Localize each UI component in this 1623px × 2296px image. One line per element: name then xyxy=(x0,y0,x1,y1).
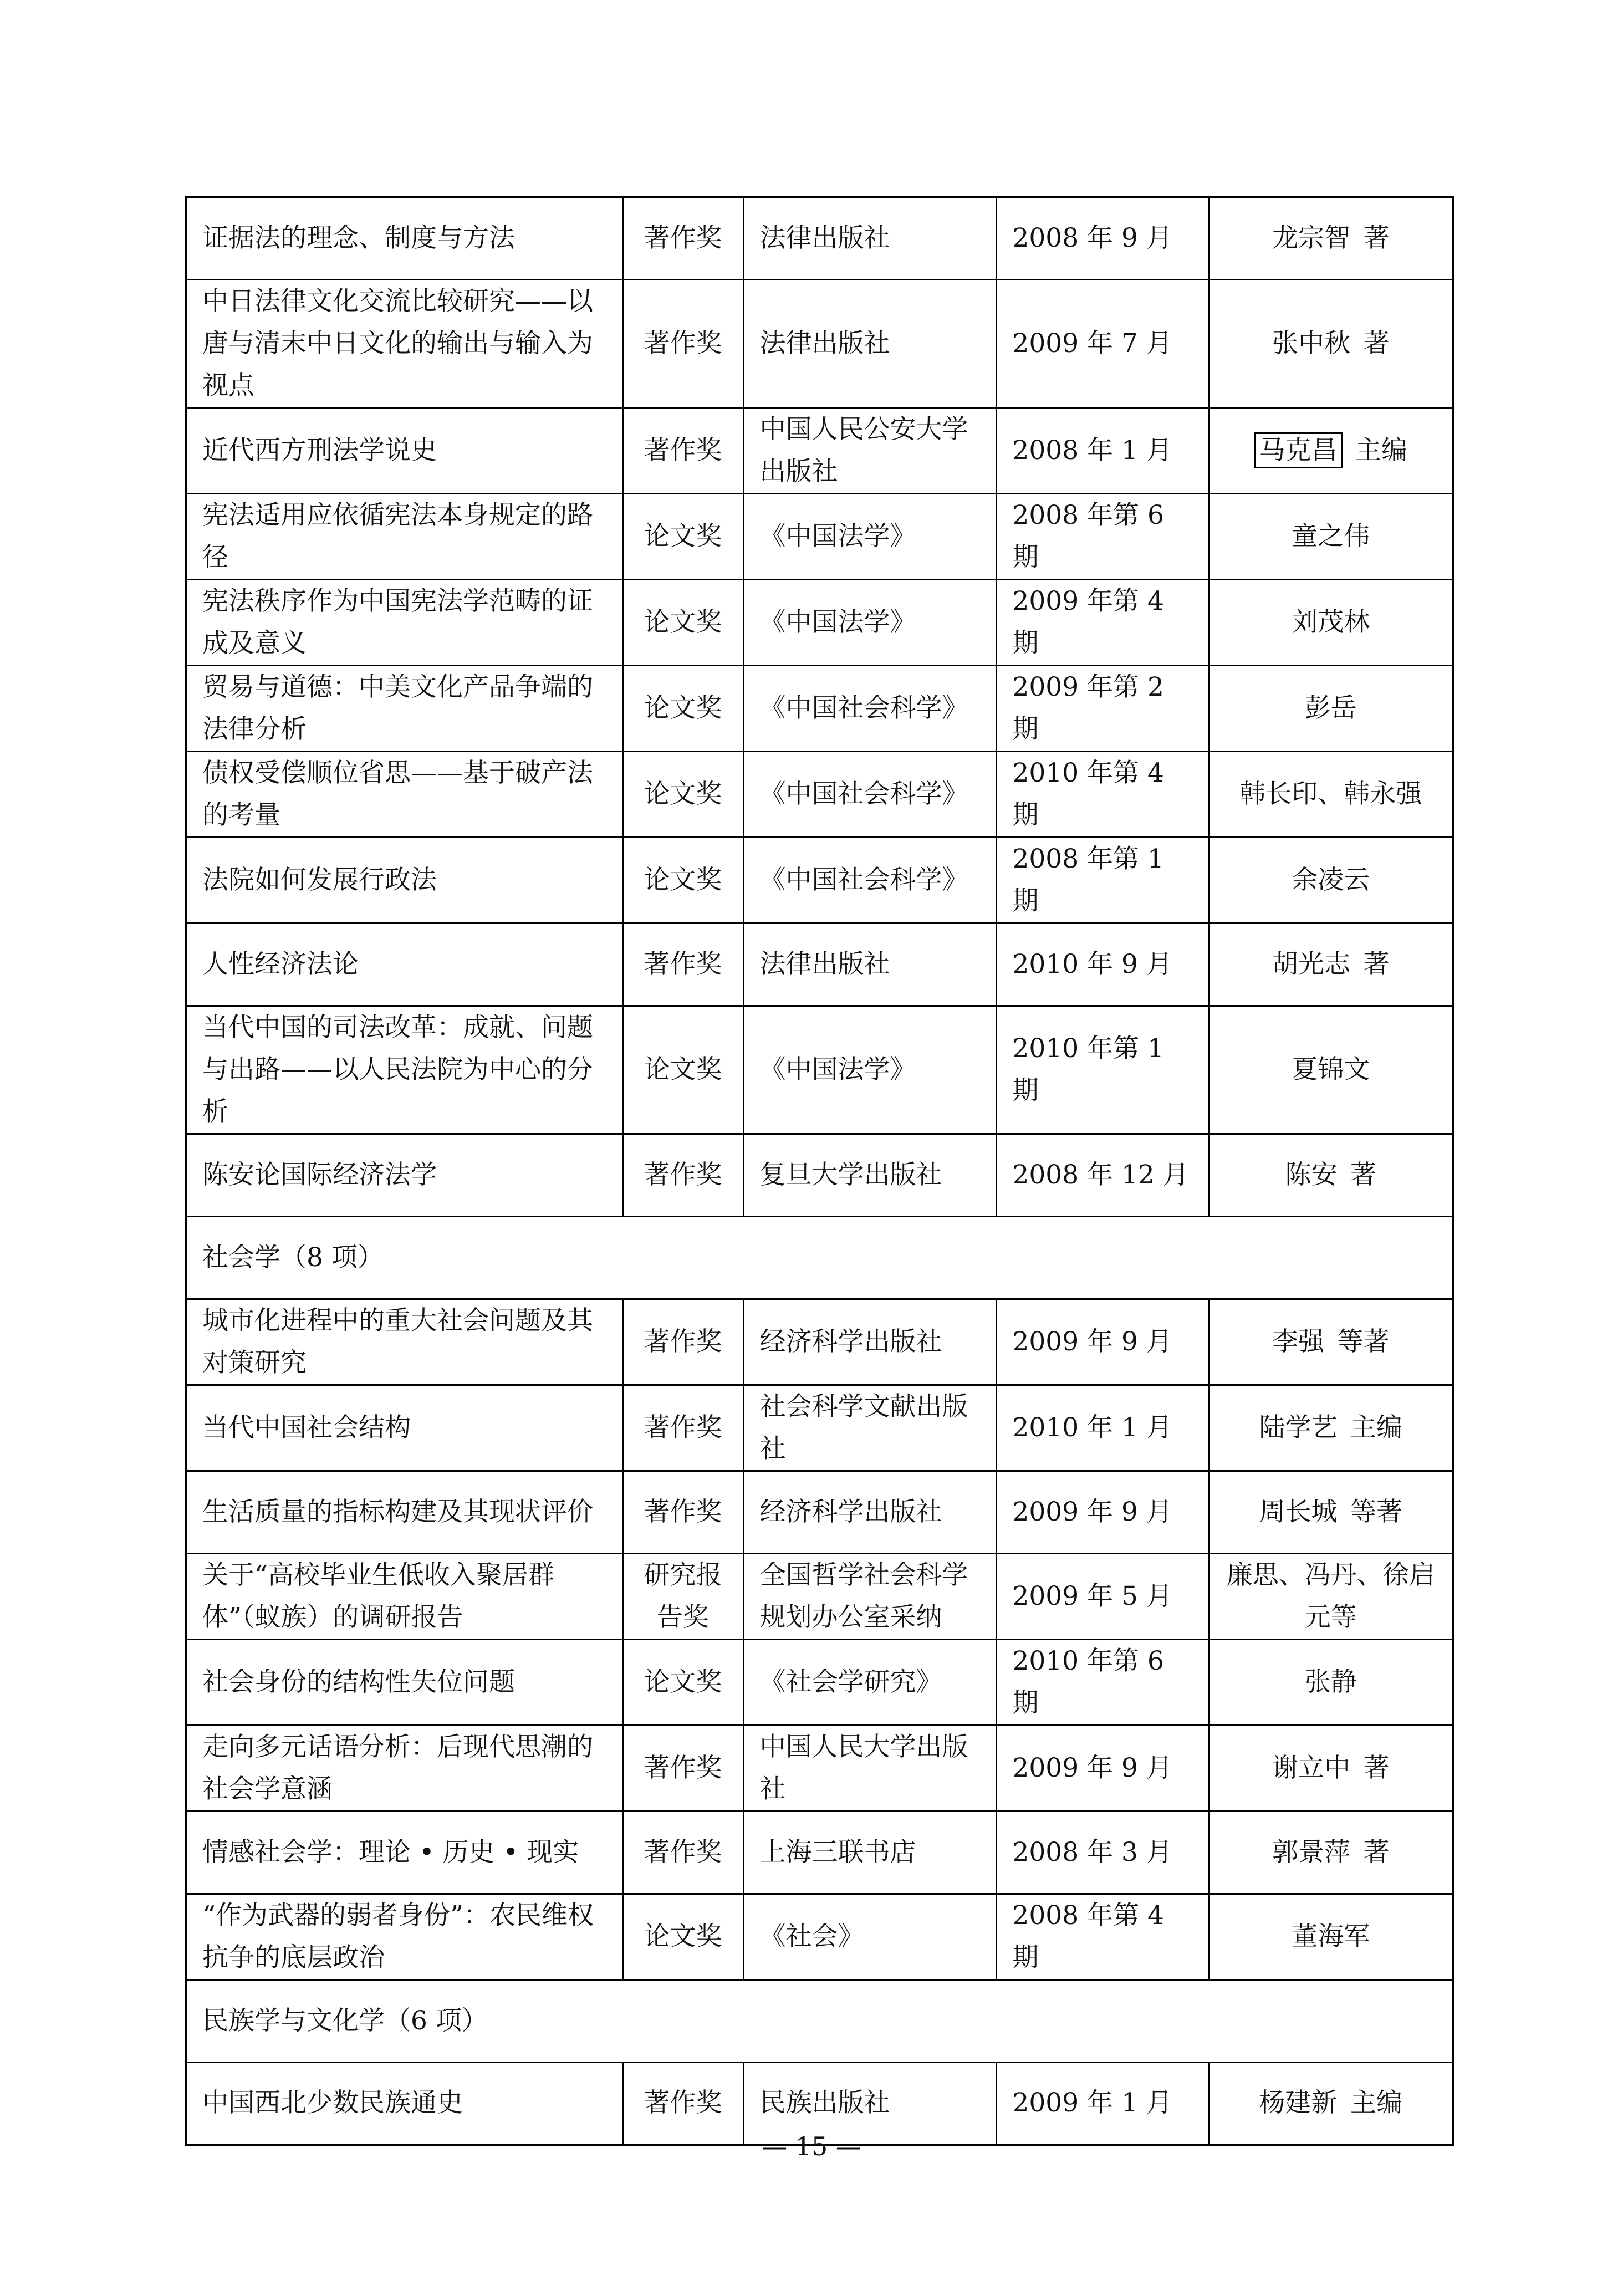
date-cell: 2010 年 9 月 xyxy=(996,923,1209,1006)
author-role: 著 xyxy=(1363,1752,1390,1783)
title-cell: 当代中国的司法改革：成就、问题与出路——以人民法院为中心的分析 xyxy=(186,1006,622,1134)
author-role: 著 xyxy=(1363,1836,1390,1868)
author-cell xyxy=(1209,1725,1453,1811)
author-name: 胡光志 xyxy=(1272,948,1350,979)
publisher-cell: 《中国社会科学》 xyxy=(743,665,996,751)
publisher-cell: 《中国社会科学》 xyxy=(743,751,996,837)
award-type-cell: 著作奖 xyxy=(622,2062,743,2145)
award-type-cell: 论文奖 xyxy=(622,579,743,665)
publisher-cell: 《社会》 xyxy=(743,1894,996,1979)
author-cell xyxy=(1209,923,1453,1006)
table-row xyxy=(186,1553,1453,1639)
title-cell: 近代西方刑法学说史 xyxy=(186,407,622,493)
title-cell: 中日法律文化交流比较研究——以唐与清末中日文化的输出与输入为视点 xyxy=(186,279,622,407)
date-cell: 2009 年 1 月 xyxy=(996,2062,1209,2145)
award-type-cell: 论文奖 xyxy=(622,837,743,923)
author-name: 刘茂林 xyxy=(1292,606,1370,637)
table-row xyxy=(186,1006,1453,1134)
awards-table-body xyxy=(186,197,1453,2145)
title-cell: 城市化进程中的重大社会问题及其对策研究 xyxy=(186,1299,622,1385)
author-name: 彭岳 xyxy=(1304,692,1357,723)
table-row xyxy=(186,579,1453,665)
author-name: 李强 xyxy=(1272,1326,1324,1357)
title-cell: 宪法适用应依循宪法本身规定的路径 xyxy=(186,493,622,579)
section-heading: 民族学与文化学（6 项） xyxy=(186,1979,1453,2062)
table-row xyxy=(186,837,1453,923)
award-type-cell: 著作奖 xyxy=(622,279,743,407)
award-type-cell: 论文奖 xyxy=(622,1639,743,1725)
award-type-cell: 论文奖 xyxy=(622,751,743,837)
date-cell: 2009 年第 4 期 xyxy=(996,579,1209,665)
author-cell xyxy=(1209,407,1453,493)
date-cell: 2008 年第 6 期 xyxy=(996,493,1209,579)
award-type-cell: 著作奖 xyxy=(622,1385,743,1471)
title-cell: 法院如何发展行政法 xyxy=(186,837,622,923)
author-role: 著 xyxy=(1350,1159,1376,1190)
author-role: 等著 xyxy=(1337,1326,1390,1357)
author-cell xyxy=(1209,665,1453,751)
date-cell: 2010 年 1 月 xyxy=(996,1385,1209,1471)
author-name: 陆学艺 xyxy=(1259,1412,1338,1443)
publisher-cell: 经济科学出版社 xyxy=(743,1471,996,1553)
author-name: 龙宗智 xyxy=(1272,222,1350,253)
title-cell: 贸易与道德：中美文化产品争端的法律分析 xyxy=(186,665,622,751)
award-type-cell: 论文奖 xyxy=(622,665,743,751)
author-cell xyxy=(1209,1894,1453,1979)
award-type-cell: 著作奖 xyxy=(622,407,743,493)
author-cell xyxy=(1209,1811,1453,1894)
author-name: 夏锦文 xyxy=(1292,1054,1370,1085)
author-cell xyxy=(1209,837,1453,923)
author-name: 陈安 xyxy=(1285,1159,1338,1190)
table-row xyxy=(186,407,1453,493)
author-role: 主编 xyxy=(1350,2088,1402,2119)
award-type-cell: 著作奖 xyxy=(622,923,743,1006)
table-row xyxy=(186,1811,1453,1894)
table-row xyxy=(186,1471,1453,1553)
author-cell xyxy=(1209,1639,1453,1725)
author-cell xyxy=(1209,579,1453,665)
author-name: 董海军 xyxy=(1292,1921,1370,1952)
author-role: 著 xyxy=(1363,948,1390,979)
author-name: 张中秋 xyxy=(1272,328,1350,359)
title-cell: 情感社会学：理论 • 历史 • 现实 xyxy=(186,1811,622,1894)
award-type-cell: 著作奖 xyxy=(622,1299,743,1385)
publisher-cell: 《中国社会科学》 xyxy=(743,837,996,923)
publisher-cell: 中国人民公安大学出版社 xyxy=(743,407,996,493)
award-type-cell: 著作奖 xyxy=(622,1725,743,1811)
publisher-cell: 法律出版社 xyxy=(743,197,996,279)
award-type-cell: 论文奖 xyxy=(622,1894,743,1979)
table-row xyxy=(186,1894,1453,1979)
publisher-cell: 《中国法学》 xyxy=(743,1006,996,1134)
table-row xyxy=(186,1385,1453,1471)
author-name: 周长城 xyxy=(1259,1496,1338,1527)
publisher-cell: 法律出版社 xyxy=(743,279,996,407)
author-name: 郭景萍 xyxy=(1272,1836,1350,1868)
award-type-cell: 著作奖 xyxy=(622,1811,743,1894)
table-row xyxy=(186,751,1453,837)
date-cell: 2009 年 9 月 xyxy=(996,1299,1209,1385)
date-cell: 2009 年第 2 期 xyxy=(996,665,1209,751)
title-cell: 走向多元话语分析：后现代思潮的社会学意涵 xyxy=(186,1725,622,1811)
table-row xyxy=(186,665,1453,751)
publisher-cell: 全国哲学社会科学规划办公室采纳 xyxy=(743,1553,996,1639)
author-cell xyxy=(1209,751,1453,837)
publisher-cell: 社会科学文献出版社 xyxy=(743,1385,996,1471)
publisher-cell: 复旦大学出版社 xyxy=(743,1134,996,1216)
publisher-cell: 中国人民大学出版社 xyxy=(743,1725,996,1811)
date-cell: 2008 年第 1 期 xyxy=(996,837,1209,923)
author-role: 著 xyxy=(1363,222,1390,253)
author-name: 廉思、冯丹、徐启元等 xyxy=(1226,1559,1435,1632)
date-cell: 2010 年第 1 期 xyxy=(996,1006,1209,1134)
date-cell: 2009 年 5 月 xyxy=(996,1553,1209,1639)
author-cell xyxy=(1209,1134,1453,1216)
author-role: 等著 xyxy=(1350,1496,1402,1527)
title-cell: 证据法的理念、制度与方法 xyxy=(186,197,622,279)
author-name: 杨建新 xyxy=(1259,2088,1338,2119)
table-row xyxy=(186,493,1453,579)
title-cell: 宪法秩序作为中国宪法学范畴的证成及意义 xyxy=(186,579,622,665)
award-type-cell: 研究报告奖 xyxy=(622,1553,743,1639)
award-type-cell: 著作奖 xyxy=(622,197,743,279)
awards-table xyxy=(185,196,1454,2146)
table-row xyxy=(186,1134,1453,1216)
title-cell: 债权受偿顺位省思——基于破产法的考量 xyxy=(186,751,622,837)
author-role: 著 xyxy=(1363,328,1390,359)
title-cell: 人性经济法论 xyxy=(186,923,622,1006)
publisher-cell: 《中国法学》 xyxy=(743,493,996,579)
award-type-cell: 论文奖 xyxy=(622,493,743,579)
title-cell: “作为武器的弱者身份”：农民维权抗争的底层政治 xyxy=(186,1894,622,1979)
date-cell: 2009 年 7 月 xyxy=(996,279,1209,407)
title-cell: 生活质量的指标构建及其现状评价 xyxy=(186,1471,622,1553)
author-role: 主编 xyxy=(1355,435,1407,466)
publisher-cell: 民族出版社 xyxy=(743,2062,996,2145)
title-cell: 中国西北少数民族通史 xyxy=(186,2062,622,2145)
author-name: 张静 xyxy=(1304,1666,1357,1697)
section-heading: 社会学（8 项） xyxy=(186,1216,1453,1299)
date-cell: 2010 年第 6 期 xyxy=(996,1639,1209,1725)
date-cell: 2008 年 9 月 xyxy=(996,197,1209,279)
author-name: 童之伟 xyxy=(1292,521,1370,552)
title-cell: 陈安论国际经济法学 xyxy=(186,1134,622,1216)
date-cell: 2008 年 12 月 xyxy=(996,1134,1209,1216)
author-name: 余凌云 xyxy=(1292,864,1370,895)
award-type-cell: 论文奖 xyxy=(622,1006,743,1134)
author-name: 谢立中 xyxy=(1272,1752,1350,1783)
author-cell xyxy=(1209,197,1453,279)
date-cell: 2009 年 9 月 xyxy=(996,1725,1209,1811)
date-cell: 2009 年 9 月 xyxy=(996,1471,1209,1553)
author-role: 主编 xyxy=(1350,1412,1402,1443)
author-cell xyxy=(1209,1385,1453,1471)
section-header-row xyxy=(186,1979,1453,2062)
author-cell xyxy=(1209,1553,1453,1639)
author-cell xyxy=(1209,1006,1453,1134)
table-row xyxy=(186,923,1453,1006)
publisher-cell: 上海三联书店 xyxy=(743,1811,996,1894)
date-cell: 2010 年第 4 期 xyxy=(996,751,1209,837)
author-cell xyxy=(1209,279,1453,407)
author-name: 韩长印、韩永强 xyxy=(1239,778,1422,809)
publisher-cell: 《社会学研究》 xyxy=(743,1639,996,1725)
award-type-cell: 著作奖 xyxy=(622,1134,743,1216)
author-cell xyxy=(1209,493,1453,579)
section-header-row xyxy=(186,1216,1453,1299)
publisher-cell: 经济科学出版社 xyxy=(743,1299,996,1385)
date-cell: 2008 年 3 月 xyxy=(996,1811,1209,1894)
table-row xyxy=(186,279,1453,407)
page-number: — 15 — xyxy=(762,2131,861,2161)
date-cell: 2008 年第 4 期 xyxy=(996,1894,1209,1979)
table-row xyxy=(186,197,1453,279)
author-cell xyxy=(1209,1471,1453,1553)
publisher-cell: 《中国法学》 xyxy=(743,579,996,665)
date-cell: 2008 年 1 月 xyxy=(996,407,1209,493)
publisher-cell: 法律出版社 xyxy=(743,923,996,1006)
table-row xyxy=(186,1639,1453,1725)
title-cell: 社会身份的结构性失位问题 xyxy=(186,1639,622,1725)
title-cell: 关于“高校毕业生低收入聚居群体”（蚁族）的调研报告 xyxy=(186,1553,622,1639)
award-type-cell: 著作奖 xyxy=(622,1471,743,1553)
title-cell: 当代中国社会结构 xyxy=(186,1385,622,1471)
table-row xyxy=(186,1299,1453,1385)
author-cell xyxy=(1209,1299,1453,1385)
author-name: 马克昌 xyxy=(1254,432,1343,468)
table-row xyxy=(186,1725,1453,1811)
